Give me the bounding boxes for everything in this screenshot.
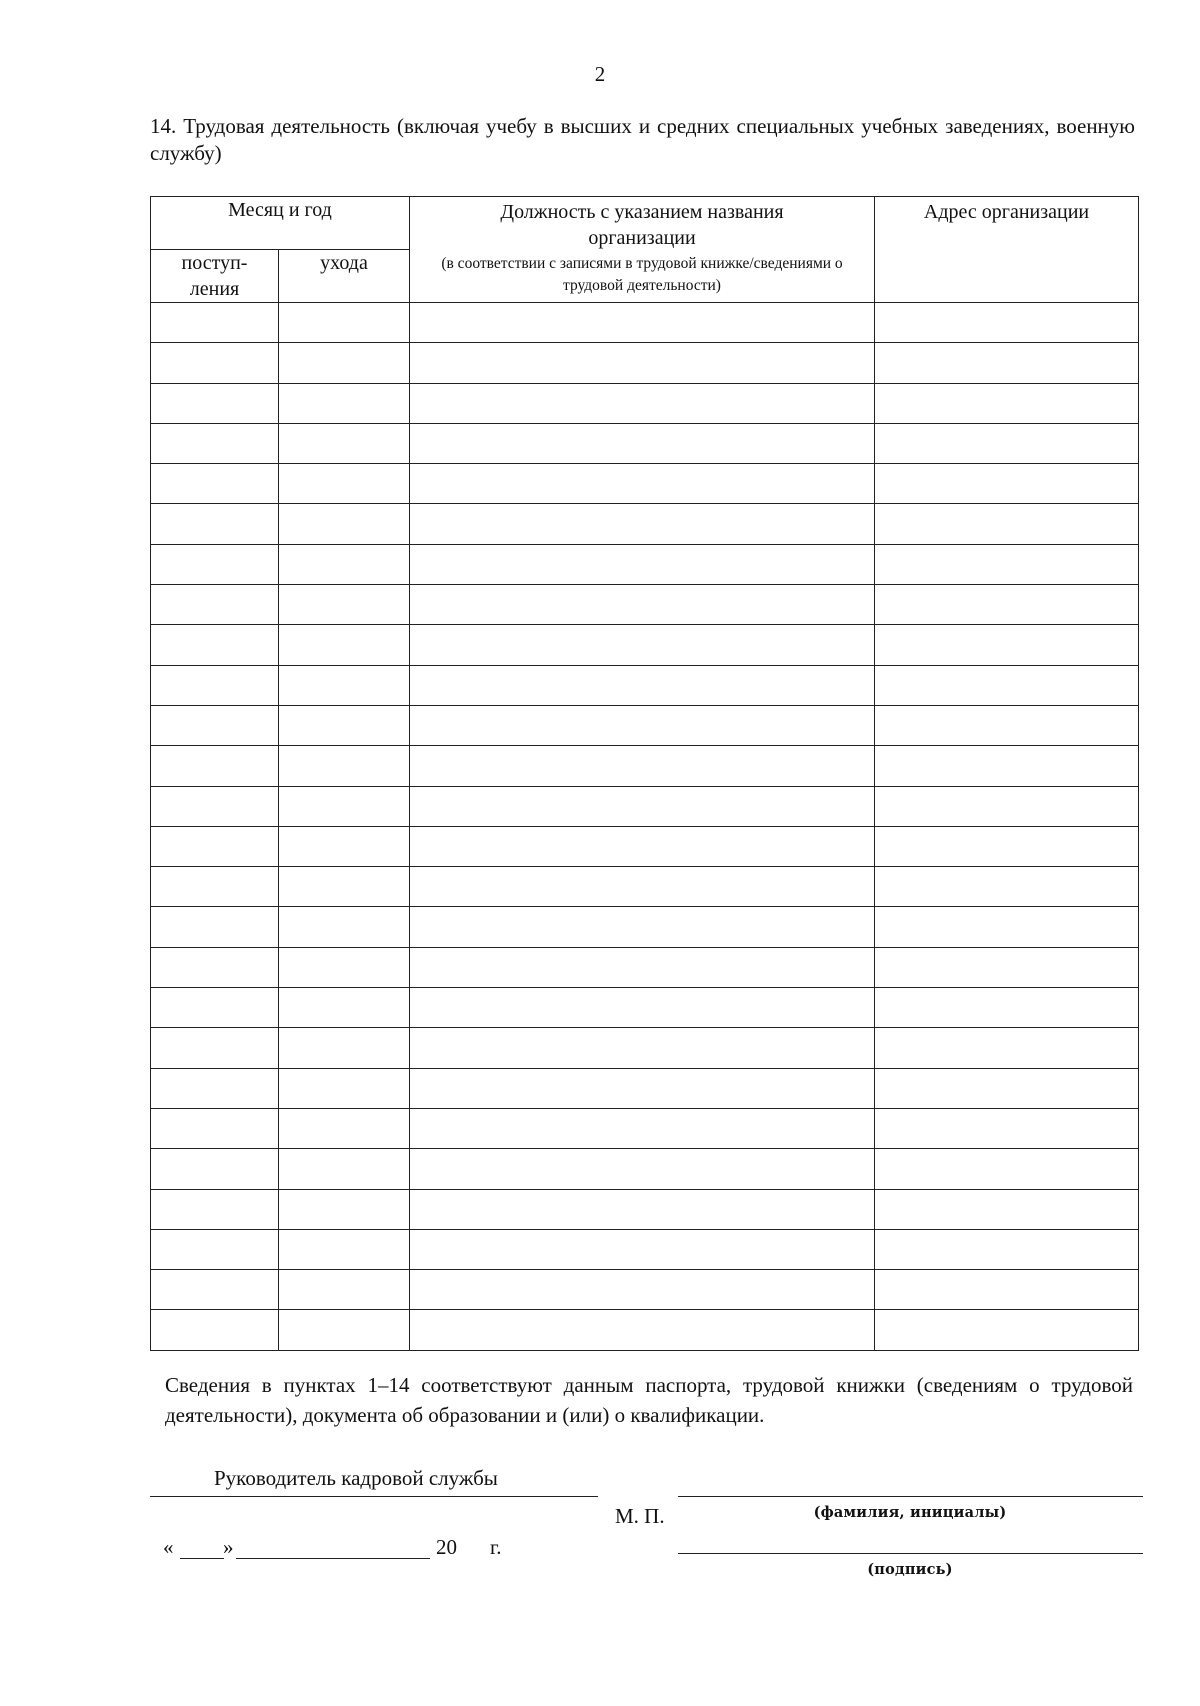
cell-address[interactable]: [875, 1068, 1139, 1108]
cell-start[interactable]: [151, 1229, 279, 1269]
cell-position[interactable]: [410, 423, 875, 463]
cell-start[interactable]: [151, 947, 279, 987]
cell-start[interactable]: [151, 907, 279, 947]
table-row: [151, 786, 1139, 826]
cell-start[interactable]: [151, 423, 279, 463]
cell-position[interactable]: [410, 1108, 875, 1148]
header-address: Адрес организации: [875, 197, 1139, 303]
cell-address[interactable]: [875, 343, 1139, 383]
cell-position[interactable]: [410, 1149, 875, 1189]
cell-address[interactable]: [875, 826, 1139, 866]
cell-end[interactable]: [279, 625, 410, 665]
cell-end[interactable]: [279, 383, 410, 423]
cell-end[interactable]: [279, 705, 410, 745]
cell-start[interactable]: [151, 705, 279, 745]
header-position-title: Должность с указанием названия организации: [500, 201, 784, 249]
table-row: [151, 1068, 1139, 1108]
table-row: [151, 303, 1139, 343]
cell-start[interactable]: [151, 1068, 279, 1108]
table-row: [151, 1189, 1139, 1229]
cell-end[interactable]: [279, 544, 410, 584]
cell-position[interactable]: [410, 1229, 875, 1269]
cell-start[interactable]: [151, 1108, 279, 1148]
year-prefix: 20: [436, 1535, 457, 1559]
table-row: [151, 1108, 1139, 1148]
cell-position[interactable]: [410, 464, 875, 504]
page-number: 2: [594, 62, 606, 86]
table-row: [151, 343, 1139, 383]
cell-position[interactable]: [410, 1189, 875, 1229]
cell-address[interactable]: [875, 504, 1139, 544]
table-row: [151, 1270, 1139, 1310]
table-row: [151, 947, 1139, 987]
cell-position[interactable]: [410, 1028, 875, 1068]
table-row: [151, 1028, 1139, 1068]
table-row: [151, 585, 1139, 625]
cell-start[interactable]: [151, 1310, 279, 1350]
cell-address[interactable]: [875, 544, 1139, 584]
cell-position[interactable]: [410, 303, 875, 343]
name-line: [678, 1496, 1143, 1497]
stamp-mark: М. П.: [615, 1504, 665, 1528]
cell-address[interactable]: [875, 746, 1139, 786]
header-end: ухода: [279, 250, 410, 303]
cell-end[interactable]: [279, 746, 410, 786]
cell-start[interactable]: [151, 504, 279, 544]
confirmation-note: Сведения в пунктах 1–14 соответствуют данным паспорта, трудовой книжки (сведениям о трудовой деятельности), документа об образовании и (или) о квалификации.: [165, 1373, 1133, 1427]
cell-start[interactable]: [151, 665, 279, 705]
date-close-quote: »: [223, 1535, 234, 1559]
cell-start[interactable]: [151, 867, 279, 907]
cell-position[interactable]: [410, 585, 875, 625]
work-history-table: [150, 196, 1139, 1351]
cell-end[interactable]: [279, 1108, 410, 1148]
cell-address[interactable]: [875, 1229, 1139, 1269]
table-row: [151, 504, 1139, 544]
header-month-year: Месяц и год: [151, 197, 410, 250]
table-row: [151, 464, 1139, 504]
table-row: [151, 705, 1139, 745]
cell-position[interactable]: [410, 343, 875, 383]
cell-address[interactable]: [875, 464, 1139, 504]
cell-position[interactable]: [410, 947, 875, 987]
month-line: [236, 1558, 430, 1559]
cell-end[interactable]: [279, 343, 410, 383]
cell-position[interactable]: [410, 504, 875, 544]
name-caption: (фамилия, инициалы): [813, 1504, 1007, 1521]
cell-end[interactable]: [279, 1310, 410, 1350]
table-row: [151, 826, 1139, 866]
cell-start[interactable]: [151, 1189, 279, 1229]
cell-start[interactable]: [151, 746, 279, 786]
cell-address[interactable]: [875, 1189, 1139, 1229]
cell-position[interactable]: [410, 665, 875, 705]
table-row: [151, 625, 1139, 665]
table-row: [151, 1229, 1139, 1269]
cell-end[interactable]: [279, 585, 410, 625]
cell-end[interactable]: [279, 1149, 410, 1189]
cell-end[interactable]: [279, 947, 410, 987]
cell-end[interactable]: [279, 464, 410, 504]
cell-start[interactable]: [151, 625, 279, 665]
header-position: [410, 197, 875, 303]
cell-start[interactable]: [151, 988, 279, 1028]
table-row: [151, 1310, 1139, 1350]
cell-end[interactable]: [279, 988, 410, 1028]
cell-end[interactable]: [279, 826, 410, 866]
cell-address[interactable]: [875, 1028, 1139, 1068]
cell-start[interactable]: [151, 303, 279, 343]
cell-position[interactable]: [410, 1310, 875, 1350]
year-suffix: г.: [490, 1535, 502, 1559]
cell-address[interactable]: [875, 786, 1139, 826]
cell-position[interactable]: [410, 826, 875, 866]
cell-position[interactable]: [410, 1068, 875, 1108]
cell-start[interactable]: [151, 544, 279, 584]
cell-position[interactable]: [410, 625, 875, 665]
cell-end[interactable]: [279, 1229, 410, 1269]
signature-caption: (подпись): [867, 1561, 953, 1578]
cell-start[interactable]: [151, 383, 279, 423]
cell-address[interactable]: [875, 625, 1139, 665]
cell-end[interactable]: [279, 1189, 410, 1229]
head-title: Руководитель кадровой службы: [214, 1466, 498, 1490]
cell-address[interactable]: [875, 423, 1139, 463]
table-row: [151, 907, 1139, 947]
cell-end[interactable]: [279, 303, 410, 343]
cell-start[interactable]: [151, 1149, 279, 1189]
head-title-line: [150, 1496, 598, 1497]
cell-end[interactable]: [279, 1270, 410, 1310]
cell-position[interactable]: [410, 786, 875, 826]
cell-start[interactable]: [151, 464, 279, 504]
signature-line: [678, 1553, 1143, 1554]
cell-end[interactable]: [279, 665, 410, 705]
cell-address[interactable]: [875, 1310, 1139, 1350]
table-row: [151, 383, 1139, 423]
cell-address[interactable]: [875, 705, 1139, 745]
cell-start[interactable]: [151, 585, 279, 625]
cell-address[interactable]: [875, 303, 1139, 343]
cell-address[interactable]: [875, 383, 1139, 423]
cell-end[interactable]: [279, 504, 410, 544]
cell-end[interactable]: [279, 867, 410, 907]
cell-position[interactable]: [410, 1270, 875, 1310]
cell-position[interactable]: [410, 988, 875, 1028]
cell-start[interactable]: [151, 1270, 279, 1310]
section-heading: 14. Трудовая деятельность (включая учебу в высших и средних специальных учебных заведениях, военную службу): [150, 114, 1135, 165]
cell-position[interactable]: [410, 383, 875, 423]
table-row: [151, 746, 1139, 786]
cell-position[interactable]: [410, 746, 875, 786]
cell-address[interactable]: [875, 907, 1139, 947]
cell-start[interactable]: [151, 343, 279, 383]
cell-address[interactable]: [875, 585, 1139, 625]
cell-end[interactable]: [279, 1068, 410, 1108]
cell-address[interactable]: [875, 867, 1139, 907]
cell-end[interactable]: [279, 786, 410, 826]
cell-start[interactable]: [151, 786, 279, 826]
date-open-quote: «: [163, 1535, 174, 1559]
cell-position[interactable]: [410, 544, 875, 584]
table-row: [151, 988, 1139, 1028]
cell-address[interactable]: [875, 1108, 1139, 1148]
cell-address[interactable]: [875, 1270, 1139, 1310]
cell-start[interactable]: [151, 826, 279, 866]
cell-position[interactable]: [410, 705, 875, 745]
cell-address[interactable]: [875, 665, 1139, 705]
cell-address[interactable]: [875, 947, 1139, 987]
header-start: поступ- ления: [151, 250, 279, 303]
table-row: [151, 867, 1139, 907]
table-row: [151, 423, 1139, 463]
cell-end[interactable]: [279, 423, 410, 463]
table-row: [151, 1149, 1139, 1189]
header-position-note: (в соответствии с записями в трудовой книжке/сведениями о трудовой деятельности): [441, 255, 843, 294]
cell-end[interactable]: [279, 1028, 410, 1068]
cell-start[interactable]: [151, 1028, 279, 1068]
cell-position[interactable]: [410, 907, 875, 947]
cell-position[interactable]: [410, 867, 875, 907]
table-body: [151, 303, 1139, 1351]
cell-address[interactable]: [875, 1149, 1139, 1189]
day-line: [180, 1558, 224, 1559]
cell-address[interactable]: [875, 988, 1139, 1028]
table-row: [151, 544, 1139, 584]
table-row: [151, 665, 1139, 705]
cell-end[interactable]: [279, 907, 410, 947]
